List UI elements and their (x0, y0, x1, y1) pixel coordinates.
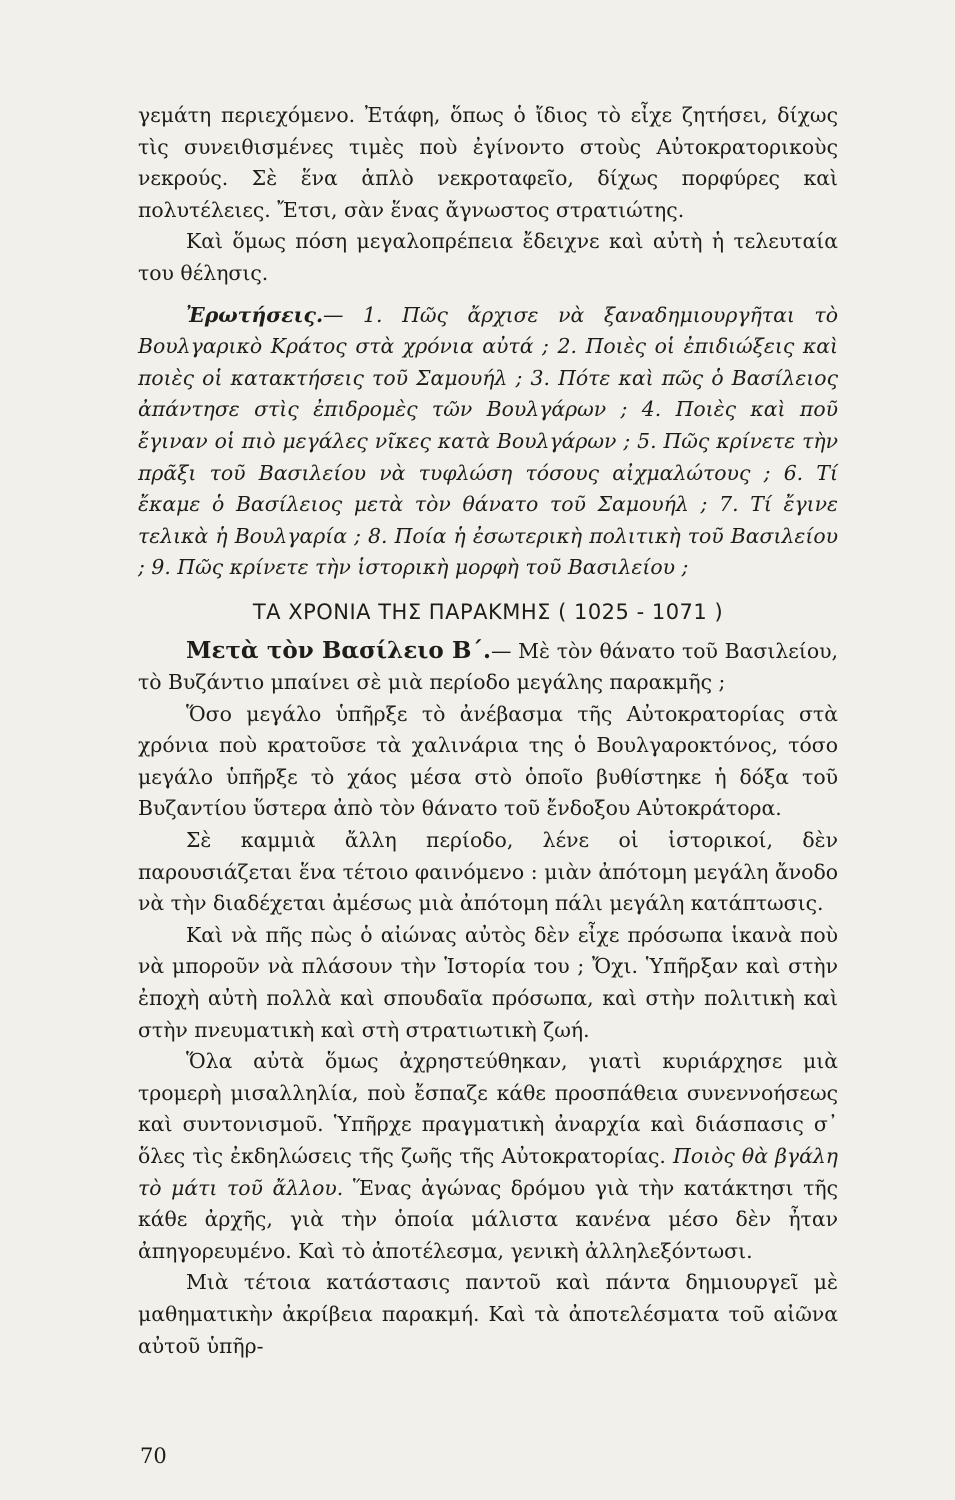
wasted-text-1: Ὅλα αὐτὰ ὅμως ἀχρηστεύθηκαν, γιατὶ κυριάρχησε μιὰ τρομερὴ μισαλληλία, ποὺ ἔσπαζε κάθε προσπάθεια συνεννοήσεως καὶ συντονισμοῦ. Ὑπῆρχε πραγματικὴ ἀναρχία καὶ διάσπασις σ᾿ ὅλες τὶς ἐκδηλώσεις τῆς ζωῆς τῆς Αὐτοκρατορίας. (138, 1049, 838, 1168)
paragraph-intro: γεμάτη περιεχόμενο. Ἐτάφη, ὅπως ὁ ἴδιος τὸ εἶχε ζητήσει, δίχως τὶς συνειθισμένες τιμὲς ποὺ ἐγίνοντο στοὺς Αὐτοκρατορικοὺς νεκρούς. Σὲ ἕνα ἁπλὸ νεκροταφεῖο, δίχως πορφύρες καὶ πολυτέλειες. Ἔτσι, σὰν ἕνας ἄγνωστος στρατιώτης. (138, 103, 838, 222)
questions-label: Ἐρωτήσεις. (186, 302, 324, 327)
paragraph-historians: Σὲ καμμιὰ ἄλλη περίοδο, λένε οἱ ἱστορικοί, δὲν παρουσιάζεται ἕνα τέτοιο φαινόμενο : μιὰν ἀπότομη μεγάλη ἄνοδο νὰ τὴν διαδέχεται ἀμέσως μιὰ ἀπότομη πάλι μεγάλη κατάπτωσις. (138, 828, 838, 916)
lead-text: — Μὲ τὸν θάνατο τοῦ Βασιλείου, τὸ Βυζάντιο μπαίνει σὲ μιὰ περίοδο μεγάλης παρακμῆς ; (138, 638, 838, 695)
questions-block (138, 300, 838, 584)
lead-title: Μετὰ τὸν Βασίλειο Β΄. (186, 636, 491, 664)
questions-text: — 1. Πῶς ἄρχισε νὰ ξαναδημιουργῆται τὸ Βουλγαρικὸ Κράτος στὰ χρόνια αὐτά ; 2. Ποιὲς οἱ ἐπιδιώξεις καὶ ποιὲς οἱ κατακτήσεις τοῦ Σαμουήλ ; 3. Πότε καὶ πῶς ὁ Βασίλειος ἀπάντησε στὶς ἐπιδρομὲς τῶν Βουλγάρων ; 4. Ποιὲς καὶ ποῦ ἔγιναν οἱ πιὸ μεγάλες νῖκες κατὰ Βουλγάρων ; 5. Πῶς κρίνετε τὴν πρᾶξι τοῦ Βασιλείου νὰ τυφλώση τόσους αἰχμαλώτους ; 6. Τί ἔκαμε ὁ Βασίλειος μετὰ τὸν θάνατο τοῦ Σαμουήλ ; 7. Τί ἔγινε τελικὰ ἡ Βουλγαρία ; 8. Ποία ἡ ἐσωτερικὴ πολιτικὴ τοῦ Βασιλείου ; 9. Πῶς κρίνετε τὴν ἱστορικὴ μορφὴ τοῦ Βασιλείου ; (138, 302, 838, 580)
page-number: 70 (140, 1444, 167, 1468)
section-heading: ΤΑ ΧΡΟΝΙΑ ΤΗΣ ΠΑΡΑΚΜΗΣ ( 1025 - 1071 ) (252, 599, 724, 624)
body-text (138, 100, 838, 1362)
wasted-text-2: Ἕνας ἀγώνας δρόμου γιὰ τὴν κατάκτησι τῆς κάθε ἀρχῆς, γιὰ τὴν ὁποία μάλιστα κανένα μέσο δὲν ἦταν ἀπηγορευμένο. Καὶ τὸ ἀποτέλεσμα, γενικὴ ἀλληλεξόντωσι. (138, 1175, 838, 1263)
wasted-italic: Ποιὸς θὰ βγάλη τὸ μάτι τοῦ ἄλλου. (138, 1144, 838, 1200)
paragraph-persons: Καὶ νὰ πῆς πὼς ὁ αἰώνας αὐτὸς δὲν εἶχε πρόσωπα ἱκανὰ ποὺ νὰ μποροῦν νὰ πλάσουν τὴν Ἱστορία του ; Ὄχι. Ὑπῆρξαν καὶ στὴν ἐποχὴ αὐτὴ πολλὰ καὶ σπουδαῖα πρόσωπα, καὶ στὴν πολιτικὴ καὶ στὴν πνευματικὴ καὶ στὴ στρατιωτικὴ ζωή. (138, 922, 838, 1042)
paragraph-rise: Ὅσο μεγάλο ὑπῆρξε τὸ ἀνέβασμα τῆς Αὐτοκρατορίας στὰ χρόνια ποὺ κρατοῦσε τὰ χαλινάρια της ὁ Βουλγαροκτόνος, τόσο μεγάλο ὑπῆρξε τὸ χάος μέσα στὸ ὁποῖο βυθίστηκε ἡ δόξα τοῦ Βυζαντίου ὕστερα ἀπὸ τὸν θάνατο τοῦ ἔνδοξου Αὐτοκράτορα. (138, 701, 838, 821)
paragraph-will: Καὶ ὅμως πόση μεγαλοπρέπεια ἔδειχνε καὶ αὐτὴ ἡ τελευταία του θέλησις. (138, 229, 838, 285)
paragraph-lead (138, 635, 838, 699)
paragraph-wasted (138, 1046, 838, 1267)
paragraph-decline: Μιὰ τέτοια κατάστασις παντοῦ καὶ πάντα δημιουργεῖ μὲ μαθηματικὴν ἀκρίβεια παρακμή. Καὶ τὰ ἀποτελέσματα τοῦ αἰῶνα αὐτοῦ ὑπῆρ- (138, 1270, 838, 1358)
